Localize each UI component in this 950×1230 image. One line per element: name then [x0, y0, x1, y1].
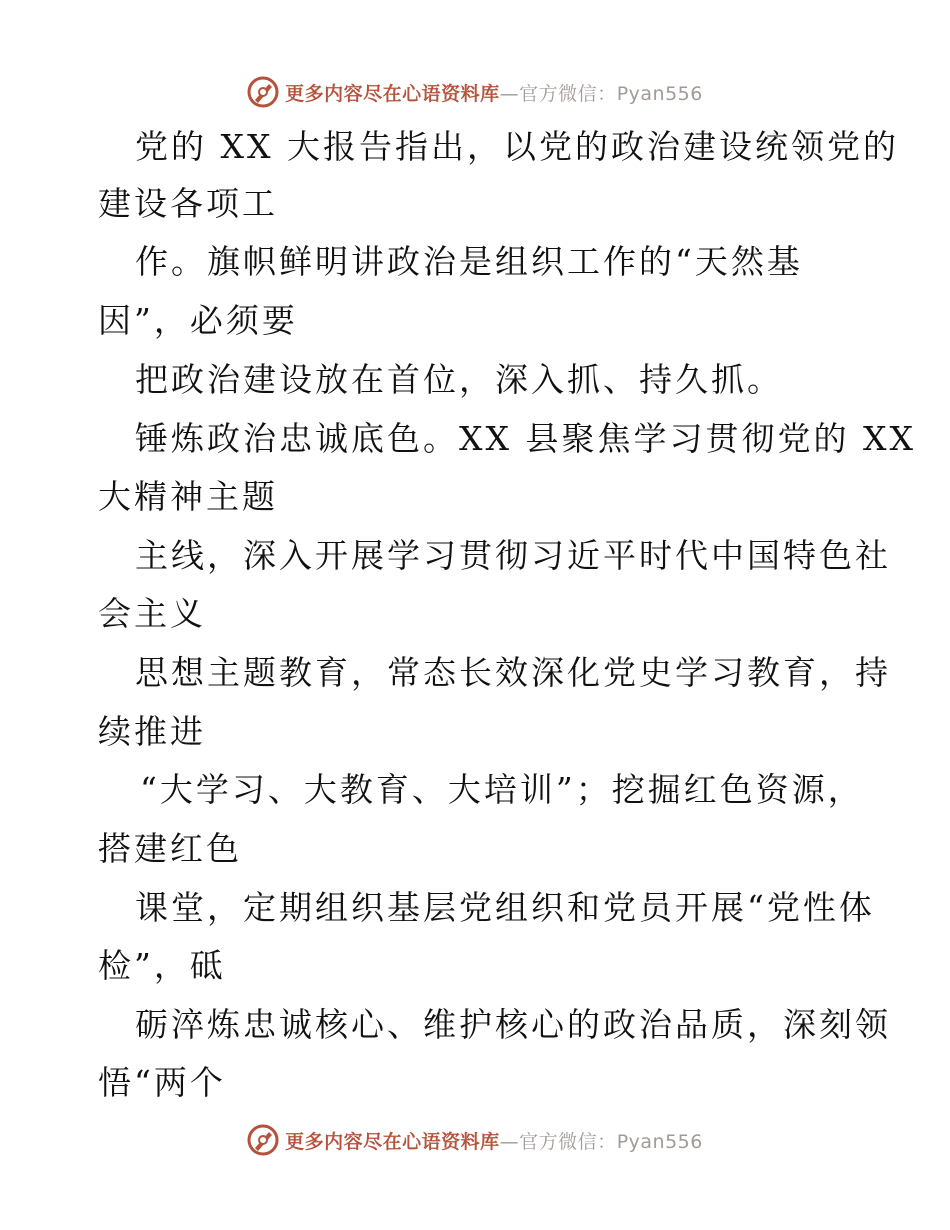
text-line: 续推进 — [98, 712, 206, 751]
watermark-wechat-id: Pyan556 — [616, 82, 703, 105]
watermark-site-name: 更多内容尽在心语资料库 — [285, 82, 500, 105]
text-line: 因”，必须要 — [98, 301, 298, 340]
text-line: 检”，砥 — [98, 946, 226, 985]
text-line: 党的 XX 大报告指出，以党的政治建设统领党的 — [135, 127, 899, 166]
text-line: 大精神主题 — [98, 477, 278, 516]
text-line: 把政治建设放在首位，深入抓、持久抓。 — [135, 360, 783, 399]
text-line: 课堂，定期组织基层党组织和党员开展“党性体 — [135, 888, 875, 927]
text-line: 建设各项工 — [98, 184, 278, 223]
quill-logo-icon — [247, 76, 279, 108]
watermark-site-name: 更多内容尽在心语资料库 — [285, 1130, 500, 1153]
text-line: 作。旗帜鲜明讲政治是组织工作的“天然基 — [135, 242, 803, 281]
watermark-text — [285, 1127, 703, 1154]
watermark-text — [285, 79, 703, 106]
quill-logo-icon — [247, 1124, 279, 1156]
text-line: 搭建红色 — [98, 829, 242, 868]
text-line: 主线，深入开展学习贯彻习近平时代中国特色社 — [135, 536, 891, 575]
text-line: 会主义 — [98, 594, 206, 633]
header-watermark — [0, 72, 950, 112]
text-line: 悟“两个 — [98, 1063, 226, 1102]
watermark-wechat-label: 官方微信： — [519, 82, 617, 105]
text-line: 锤炼政治忠诚底色。XX 县聚焦学习贯彻党的 XX — [135, 419, 916, 458]
watermark-wechat-id: Pyan556 — [616, 1130, 703, 1153]
watermark-separator: — — [499, 82, 520, 105]
text-line: 思想主题教育，常态长效深化党史学习教育，持 — [135, 653, 891, 692]
watermark-wechat-label: 官方微信： — [519, 1130, 617, 1153]
watermark-separator: — — [499, 1130, 520, 1153]
text-line: 砺淬炼忠诚核心、维护核心的政治品质，深刻领 — [135, 1005, 891, 1044]
footer-watermark — [0, 1120, 950, 1160]
text-line: “大学习、大教育、大培训”；挖掘红色资源， — [140, 770, 864, 809]
